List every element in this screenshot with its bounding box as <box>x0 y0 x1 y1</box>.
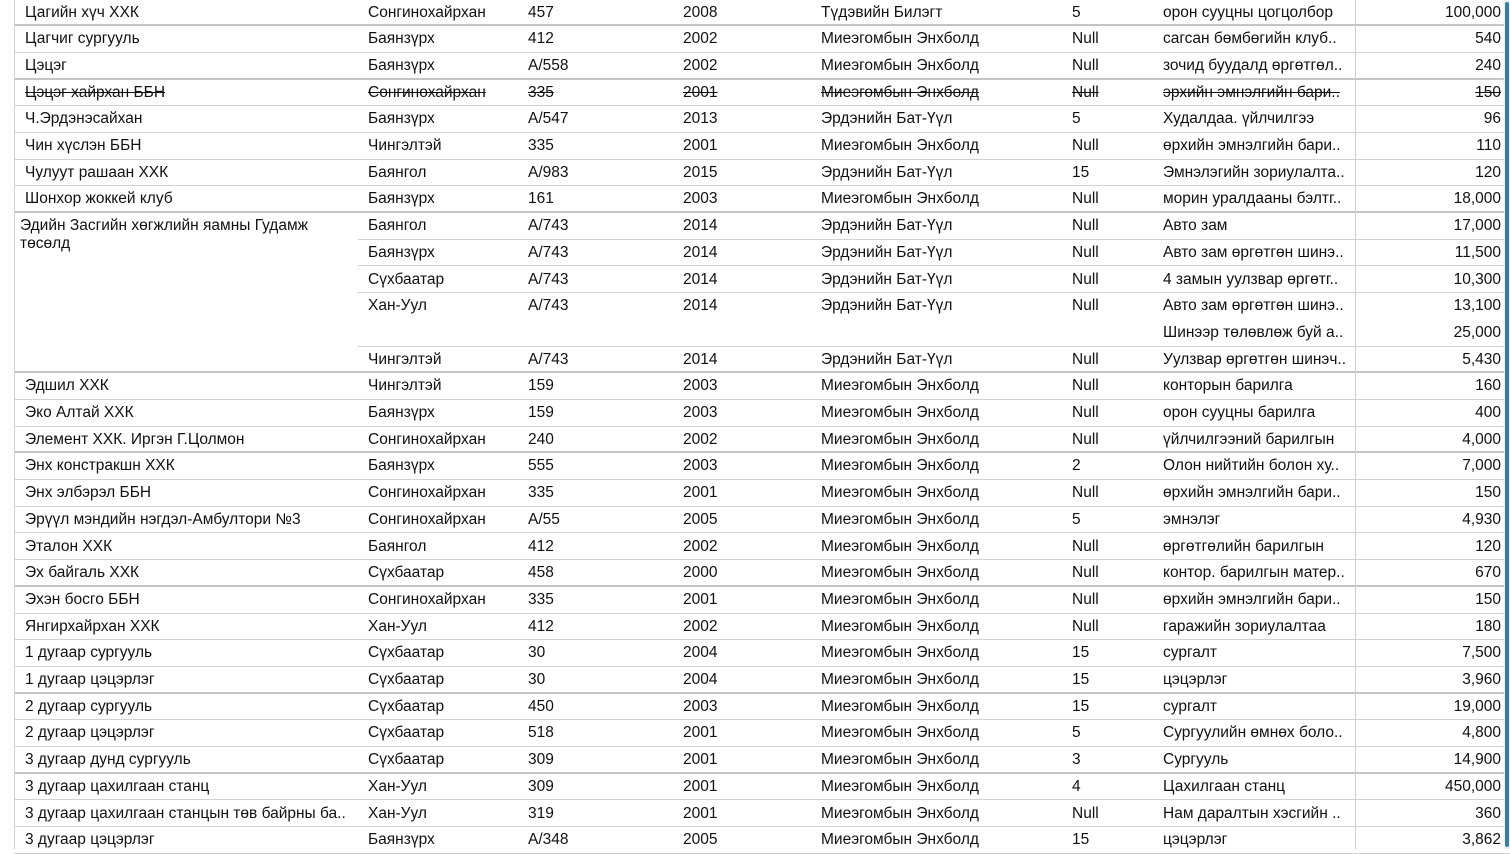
name-cell: Эдийн Засгийн хөгжлийн яамны Гудамж төсөлд <box>20 217 308 253</box>
area-cell: 18,000 <box>1453 190 1501 208</box>
person-cell: Миеэгомбын Энхболд <box>821 30 979 48</box>
area-cell: 670 <box>1475 564 1501 582</box>
table-row[interactable] <box>0 267 1510 294</box>
purpose-cell: Сургууль <box>1163 751 1229 769</box>
floors-cell: Null <box>1072 804 1099 822</box>
year-cell: 2015 <box>683 163 718 181</box>
area-cell: 4,000 <box>1462 430 1501 448</box>
purpose-cell: орон сууцны барилга <box>1163 404 1316 421</box>
year-cell: 2005 <box>683 510 718 528</box>
name-cell: Цагийн хүч ХХК <box>25 3 139 21</box>
name-cell: Элемент ХХК. Иргэн Г.Цолмон <box>25 430 245 448</box>
person-cell: Эрдэнийн Бат-Үүл <box>821 163 953 181</box>
area-cell: 17,000 <box>1453 217 1501 235</box>
floors-cell: Null <box>1072 83 1099 101</box>
table-row[interactable] <box>0 747 1510 774</box>
district-cell: Баянзүрх <box>368 110 435 128</box>
name-cell: Эко Алтай ХХК <box>25 404 134 421</box>
person-cell: Миеэгомбын Энхболд <box>821 137 979 154</box>
name-cell: 1 дугаар сургууль <box>25 644 153 662</box>
name-cell: 3 дугаар цэцэрлэг <box>25 831 155 849</box>
table-row[interactable] <box>0 106 1510 133</box>
purpose-cell: сургалт <box>1163 644 1218 662</box>
person-cell: Миеэгомбын Энхболд <box>821 564 979 582</box>
person-cell: Миеэгомбын Энхболд <box>821 751 979 769</box>
area-cell: 13,100 <box>1453 297 1501 315</box>
name-cell: 1 дугаар цэцэрлэг <box>25 671 155 688</box>
year-cell: 2001 <box>683 804 718 822</box>
area-cell: 110 <box>1476 137 1501 154</box>
table-row[interactable] <box>0 827 1510 854</box>
floors-cell: Null <box>1072 137 1099 154</box>
name-cell: 2 дугаар цэцэрлэг <box>25 724 155 742</box>
area-cell: 7,000 <box>1462 457 1501 475</box>
person-cell: Миеэгомбын Энхболд <box>821 484 979 502</box>
year-cell: 2000 <box>683 564 718 582</box>
year-cell: 2001 <box>683 590 718 608</box>
year-cell: 2014 <box>683 270 718 288</box>
purpose-cell: Сургуулийн өмнөх боло.. <box>1163 724 1343 742</box>
table-row[interactable] <box>0 293 1510 320</box>
district-cell: Сүхбаатар <box>368 724 445 742</box>
person-cell: Миеэгомбын Энхболд <box>821 590 979 608</box>
name-cell <box>25 320 357 347</box>
name-cell: Эдшил ХХК <box>25 377 109 395</box>
person-cell: Миеэгомбын Энхболд <box>821 537 979 555</box>
code-cell: А/547 <box>528 110 569 128</box>
table-row[interactable] <box>0 133 1510 160</box>
person-cell: Миеэгомбын Энхболд <box>821 190 979 208</box>
table-row[interactable] <box>0 801 1510 828</box>
year-cell: 2014 <box>683 350 718 368</box>
code-cell: А/348 <box>528 831 569 849</box>
area-cell: 3,862 <box>1462 831 1501 849</box>
code-cell: А/743 <box>528 270 569 288</box>
floors-cell <box>1072 320 1152 347</box>
year-cell <box>683 320 813 347</box>
code-cell: 412 <box>528 537 554 555</box>
name-cell: Цагчиг сургууль <box>25 30 140 48</box>
district-cell: Сонгинохайрхан <box>368 3 486 21</box>
name-cell: 2 дугаар сургууль <box>25 697 153 715</box>
floors-cell: Null <box>1072 564 1099 582</box>
name-cell <box>25 267 357 294</box>
purpose-cell: өрхийн эмнэлгийн бари.. <box>1163 590 1341 608</box>
name-cell: Энх элбэрэл ББН <box>25 484 152 502</box>
table-row[interactable] <box>0 320 1510 347</box>
district-cell: Хан-Уул <box>368 804 427 822</box>
floors-cell: Null <box>1072 30 1099 48</box>
person-cell: Миеэгомбын Энхболд <box>821 831 979 849</box>
district-cell: Хан-Уул <box>368 617 427 635</box>
year-cell: 2014 <box>683 297 718 315</box>
code-cell: 458 <box>528 564 554 582</box>
year-cell: 2001 <box>683 83 718 101</box>
area-cell: 11,500 <box>1454 243 1501 261</box>
code-cell <box>528 320 678 347</box>
area-cell: 14,900 <box>1453 751 1501 769</box>
code-cell: 309 <box>528 751 554 769</box>
purpose-cell: Уулзвар өргөтгөн шинэч.. <box>1163 350 1347 368</box>
district-cell: Баянзүрх <box>368 243 435 261</box>
purpose-cell: сагсан бөмбөгийн клуб.. <box>1163 30 1337 48</box>
code-cell: 412 <box>528 617 554 635</box>
area-cell: 4,930 <box>1462 510 1501 528</box>
person-cell: Эрдэнийн Бат-Үүл <box>821 270 953 288</box>
area-cell: 10,300 <box>1453 270 1501 288</box>
person-cell: Эрдэнийн Бат-Үүл <box>821 110 953 128</box>
district-cell: Сүхбаатар <box>368 751 445 769</box>
purpose-cell: Авто зам <box>1163 217 1228 235</box>
name-cell: Шонхор жоккей клуб <box>25 190 173 208</box>
code-cell: 412 <box>528 30 554 48</box>
district-cell <box>368 320 523 347</box>
code-cell: 335 <box>528 83 554 101</box>
floors-cell: 15 <box>1072 163 1090 181</box>
district-cell: Хан-Уул <box>368 297 427 315</box>
table-row[interactable] <box>0 560 1510 587</box>
floors-cell: 15 <box>1072 831 1090 849</box>
table-row[interactable] <box>0 480 1510 507</box>
name-cell: Янгирхайрхан ХХК <box>25 617 160 635</box>
area-cell: 160 <box>1475 377 1501 395</box>
table-row[interactable] <box>0 774 1510 801</box>
floors-cell: 5 <box>1072 510 1081 528</box>
code-cell: 457 <box>528 3 554 21</box>
person-cell: Миеэгомбын Энхболд <box>821 724 979 742</box>
area-cell: 96 <box>1483 110 1501 128</box>
floors-cell: 15 <box>1072 671 1090 688</box>
year-cell: 2002 <box>683 617 718 635</box>
person-cell: Миеэгомбын Энхболд <box>821 697 979 715</box>
year-cell: 2003 <box>683 404 718 421</box>
code-cell: 159 <box>528 377 554 395</box>
person-cell: Миеэгомбын Энхболд <box>821 644 979 662</box>
district-cell: Баянзүрх <box>368 404 435 421</box>
area-cell: 450,000 <box>1444 777 1501 795</box>
area-cell: 5,430 <box>1462 350 1501 368</box>
person-cell: Миеэгомбын Энхболд <box>821 83 979 101</box>
year-cell: 2005 <box>683 831 718 849</box>
table-row[interactable] <box>0 53 1510 80</box>
floors-cell: Null <box>1072 56 1099 74</box>
district-cell: Сүхбаатар <box>368 270 445 288</box>
floors-cell: Null <box>1072 350 1099 368</box>
code-cell: 159 <box>528 404 554 421</box>
table-row[interactable] <box>0 373 1510 400</box>
table-row[interactable] <box>0 534 1510 561</box>
purpose-cell: Авто зам өргөтгөн шинэ.. <box>1163 243 1344 261</box>
floors-cell: Null <box>1072 537 1099 555</box>
district-cell: Чингэлтэй <box>368 350 442 368</box>
purpose-cell: Олон нийтийн болон ху.. <box>1163 457 1340 475</box>
person-cell: Миеэгомбын Энхболд <box>821 457 979 475</box>
purpose-cell: эрхийн эмнэлгийн бари.. <box>1163 83 1340 101</box>
district-cell: Сүхбаатар <box>368 697 445 715</box>
floors-cell: Null <box>1072 270 1099 288</box>
year-cell: 2003 <box>683 377 718 395</box>
person-cell: Миеэгомбын Энхболд <box>821 617 979 635</box>
code-cell: 335 <box>528 484 554 502</box>
table-row[interactable] <box>0 720 1510 747</box>
purpose-cell: морин уралдааны бэлтг.. <box>1163 190 1342 208</box>
code-cell: 335 <box>528 137 554 154</box>
district-cell: Баянгол <box>368 163 427 181</box>
code-cell: 518 <box>528 724 554 742</box>
floors-cell: 4 <box>1072 777 1081 795</box>
district-cell: Сонгинохайрхан <box>368 83 486 101</box>
area-cell: 120 <box>1475 163 1501 181</box>
area-cell: 3,960 <box>1462 671 1501 688</box>
floors-cell: Null <box>1072 190 1099 208</box>
district-cell: Баянгол <box>368 537 427 555</box>
person-cell: Миеэгомбын Энхболд <box>821 377 979 395</box>
year-cell: 2003 <box>683 697 718 715</box>
purpose-cell: эмнэлэг <box>1163 510 1221 528</box>
name-cell <box>25 293 357 320</box>
purpose-cell: өрхийн эмнэлгийн бари.. <box>1163 137 1341 154</box>
floors-cell: Null <box>1072 590 1099 608</box>
district-cell: Баянзүрх <box>368 56 435 74</box>
area-cell: 25,000 <box>1453 323 1501 341</box>
year-cell: 2001 <box>683 137 718 154</box>
person-cell: Миеэгомбын Энхболд <box>821 777 979 795</box>
code-cell: А/743 <box>528 243 569 261</box>
scrollbar-thumb[interactable] <box>1505 2 1509 847</box>
person-cell: Миеэгомбын Энхболд <box>821 804 979 822</box>
person-cell: Миеэгомбын Энхболд <box>821 430 979 448</box>
purpose-cell: сургалт <box>1163 697 1218 715</box>
table-row[interactable] <box>0 400 1510 427</box>
year-cell: 2004 <box>683 671 718 688</box>
name-cell: Чулуут рашаан ХХК <box>25 163 169 181</box>
year-cell: 2008 <box>683 3 718 21</box>
table-row[interactable] <box>0 587 1510 614</box>
year-cell: 2002 <box>683 30 718 48</box>
area-cell: 19,000 <box>1453 697 1501 715</box>
district-cell: Сүхбаатар <box>368 644 445 662</box>
district-cell: Чингэлтэй <box>368 137 442 154</box>
name-cell <box>25 347 357 374</box>
floors-cell: Null <box>1072 377 1099 395</box>
name-cell: Чин хүслэн ББН <box>25 137 142 154</box>
code-cell: А/743 <box>528 350 569 368</box>
person-cell: Эрдэнийн Бат-Үүл <box>821 243 953 261</box>
district-cell: Баянзүрх <box>368 190 435 208</box>
table-row[interactable] <box>0 640 1510 667</box>
name-cell: 3 дугаар цахилгаан станцын төв байрны ба.. <box>25 804 346 822</box>
code-cell: 555 <box>528 457 554 475</box>
table-row[interactable] <box>0 694 1510 721</box>
district-cell: Сүхбаатар <box>368 671 445 688</box>
area-cell: 120 <box>1475 537 1501 555</box>
district-cell: Баянзүрх <box>368 457 435 475</box>
name-cell: Эталон ХХК <box>25 537 113 555</box>
purpose-cell: цэцэрлэг <box>1163 671 1228 688</box>
name-cell: Ч.Эрдэнэсайхан <box>25 110 143 128</box>
name-cell: Энх констракшн ХХК <box>25 457 175 475</box>
year-cell: 2001 <box>683 724 718 742</box>
year-cell: 2002 <box>683 56 718 74</box>
floors-cell: 15 <box>1072 697 1090 715</box>
purpose-cell: Авто зам өргөтгөн шинэ.. <box>1163 297 1344 315</box>
code-cell: 450 <box>528 697 554 715</box>
floors-cell: 5 <box>1072 724 1081 742</box>
year-cell: 2003 <box>683 190 718 208</box>
floors-cell: 2 <box>1072 457 1081 475</box>
year-cell: 2003 <box>683 457 718 475</box>
code-cell: 335 <box>528 590 554 608</box>
person-cell: Миеэгомбын Энхболд <box>821 510 979 528</box>
purpose-cell: 4 замын уулзвар өргөтг.. <box>1163 270 1339 288</box>
name-cell: 3 дугаар дунд сургууль <box>25 751 191 769</box>
floors-cell: 5 <box>1072 3 1081 21</box>
area-cell: 100,000 <box>1444 3 1501 21</box>
person-cell: Эрдэнийн Бат-Үүл <box>821 217 953 235</box>
area-cell: 150 <box>1475 83 1501 101</box>
table-row[interactable] <box>0 240 1510 267</box>
table-left-border <box>14 0 15 849</box>
code-cell: А/55 <box>528 510 560 528</box>
area-cell: 4,800 <box>1462 724 1501 742</box>
purpose-cell: орон сууцны цогцолбор <box>1163 3 1333 21</box>
table-row[interactable] <box>0 667 1510 694</box>
code-cell: 30 <box>528 644 546 662</box>
table-row[interactable] <box>0 0 1510 26</box>
purpose-cell: өргөтгөлийн барилгын <box>1163 537 1324 555</box>
year-cell: 2001 <box>683 777 718 795</box>
purpose-cell: Эмнэлэгийн зориулалта.. <box>1163 163 1345 181</box>
district-cell: Хан-Уул <box>368 777 427 795</box>
name-cell: 3 дугаар цахилгаан станц <box>25 777 210 795</box>
code-cell: А/743 <box>528 297 569 315</box>
area-cell: 360 <box>1475 804 1501 822</box>
code-cell: А/983 <box>528 163 569 181</box>
person-cell: Миеэгомбын Энхболд <box>821 56 979 74</box>
year-cell: 2004 <box>683 644 718 662</box>
name-cell <box>25 240 357 267</box>
person-cell: Түдэвийн Билэгт <box>821 3 943 21</box>
district-cell: Сүхбаатар <box>368 564 445 582</box>
purpose-cell: үйлчилгээний барилгын <box>1163 430 1335 448</box>
name-cell: Цэцэг <box>25 56 67 74</box>
floors-cell: Null <box>1072 217 1099 235</box>
purpose-cell: гаражийн зориулалтаа <box>1163 617 1326 635</box>
table-row[interactable] <box>0 347 1510 374</box>
floors-cell: Null <box>1072 430 1099 448</box>
code-cell: 319 <box>528 804 554 822</box>
area-cell: 7,500 <box>1462 644 1501 662</box>
district-cell: Сонгинохайрхан <box>368 510 486 528</box>
name-cell: Эхэн босго ББН <box>25 590 140 608</box>
area-cell: 150 <box>1475 484 1501 502</box>
floors-cell: Null <box>1072 243 1099 261</box>
year-cell: 2001 <box>683 751 718 769</box>
area-cell: 240 <box>1475 56 1501 74</box>
name-cell: Эх байгаль ХХК <box>25 564 140 582</box>
floors-cell: 3 <box>1072 751 1081 769</box>
purpose-cell: цэцэрлэг <box>1163 831 1228 849</box>
table-row[interactable] <box>0 507 1510 534</box>
floors-cell: 5 <box>1072 110 1081 128</box>
floors-cell: Null <box>1072 484 1099 502</box>
purpose-cell: конторын барилга <box>1163 377 1293 395</box>
year-cell: 2001 <box>683 484 718 502</box>
area-cell: 400 <box>1475 404 1501 421</box>
table-row[interactable] <box>0 186 1510 213</box>
floors-cell: 15 <box>1072 644 1090 662</box>
table-row[interactable] <box>0 427 1510 454</box>
year-cell: 2013 <box>683 110 718 128</box>
floors-cell: Null <box>1072 617 1099 635</box>
year-cell: 2014 <box>683 243 718 261</box>
district-cell: Баянзүрх <box>368 30 435 48</box>
area-cell: 180 <box>1475 617 1501 635</box>
code-cell: 240 <box>528 430 554 448</box>
code-cell: 30 <box>528 671 546 688</box>
district-cell: Баянзүрх <box>368 831 435 849</box>
person-cell: Миеэгомбын Энхболд <box>821 404 979 421</box>
table-row[interactable] <box>0 614 1510 641</box>
purpose-cell: өрхийн эмнэлгийн бари.. <box>1163 484 1341 502</box>
purpose-cell: зочид буудалд өргөтгөл.. <box>1163 56 1343 74</box>
district-cell: Сонгинохайрхан <box>368 430 486 448</box>
year-cell: 2002 <box>683 537 718 555</box>
person-cell: Эрдэнийн Бат-Үүл <box>821 350 953 368</box>
year-cell: 2014 <box>683 217 718 235</box>
purpose-cell: контор. барилгын матер.. <box>1163 564 1345 582</box>
column-divider <box>1355 0 1356 849</box>
purpose-cell: Худалдаа. үйлчилгээ <box>1163 110 1315 128</box>
code-cell: 161 <box>528 190 554 208</box>
name-cell: Цэцэг хайрхан ББН <box>25 83 166 101</box>
code-cell: А/558 <box>528 56 569 74</box>
district-cell: Чингэлтэй <box>368 377 442 395</box>
district-cell: Сонгинохайрхан <box>368 484 486 502</box>
person-cell: Эрдэнийн Бат-Үүл <box>821 297 953 315</box>
floors-cell: Null <box>1072 404 1099 421</box>
area-cell: 150 <box>1475 590 1501 608</box>
table-row[interactable] <box>0 453 1510 480</box>
table-row[interactable] <box>0 160 1510 187</box>
area-cell: 540 <box>1475 30 1501 48</box>
district-cell: Баянгол <box>368 217 427 235</box>
code-cell: А/743 <box>528 217 569 235</box>
table-row[interactable] <box>0 80 1510 107</box>
purpose-cell: Цахилгаан станц <box>1163 777 1286 795</box>
purpose-cell: Шинээр төлөвлөж буй а.. <box>1163 323 1344 341</box>
person-cell: Миеэгомбын Энхболд <box>821 671 979 688</box>
name-cell: Эрүүл мэндийн нэгдэл-Амбултори №3 <box>25 510 301 528</box>
table-row[interactable] <box>0 26 1510 53</box>
purpose-cell: Нам даралтын хэсгийн .. <box>1163 804 1341 822</box>
floors-cell: Null <box>1072 297 1099 315</box>
district-cell: Сонгинохайрхан <box>368 590 486 608</box>
year-cell: 2002 <box>683 430 718 448</box>
person-cell <box>821 320 1061 347</box>
code-cell: 309 <box>528 777 554 795</box>
